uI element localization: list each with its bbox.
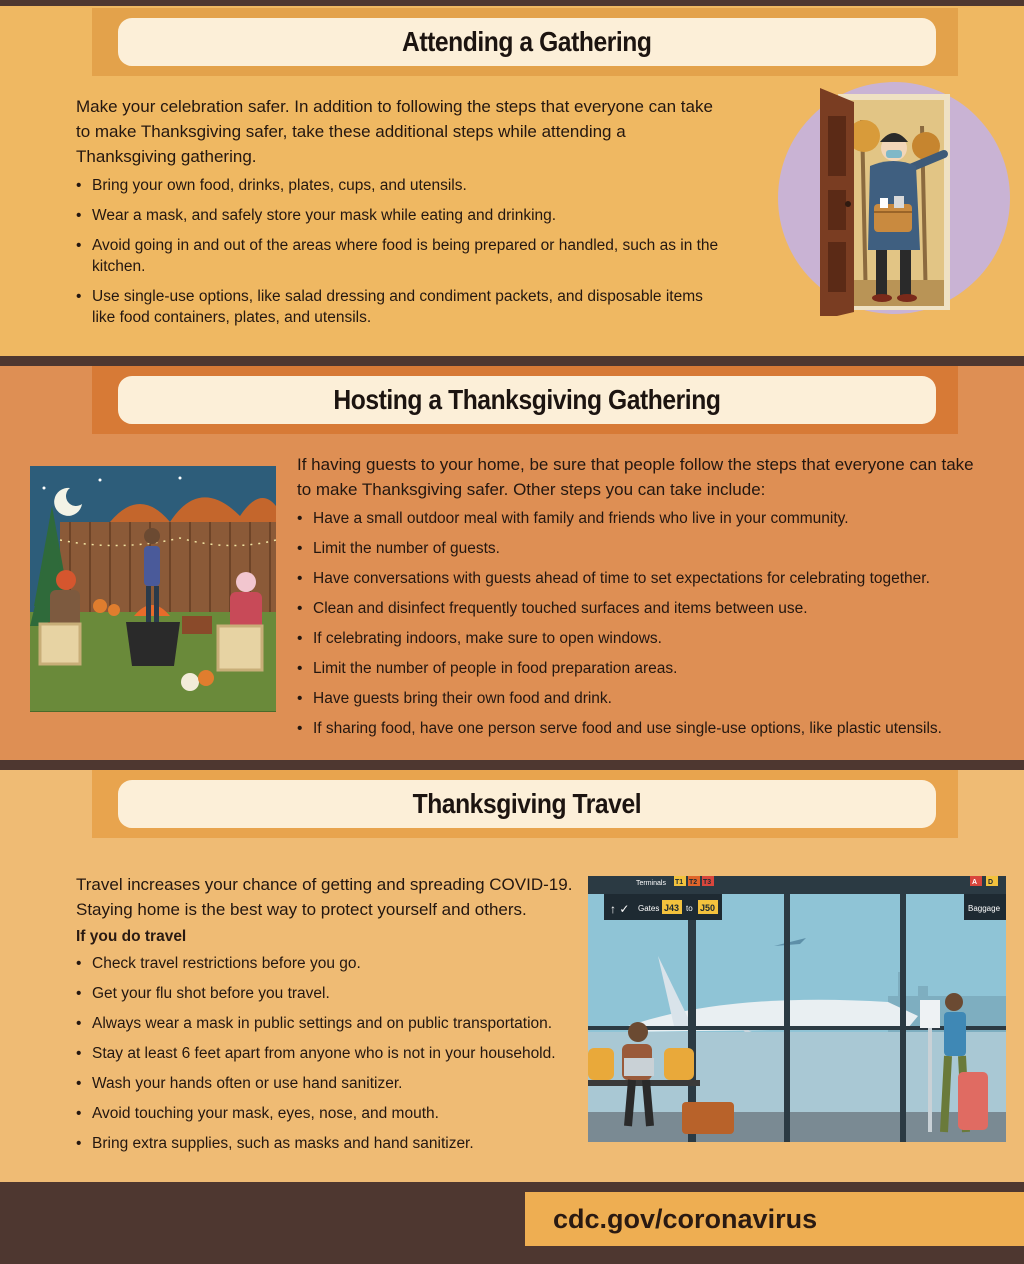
- attending-intro: Make your celebration safer. In addition to following the steps that everyone can take to make Thanksgiving safer, take these additional steps while attending a Thanksgiving gathering.: [76, 97, 713, 166]
- hosting-title-pill: [118, 376, 936, 424]
- terminals-label: Terminals: [636, 880, 666, 887]
- attending-text: [76, 94, 726, 337]
- svg-text:↑ ✓: ↑ ✓: [610, 902, 630, 916]
- footer-url[interactable]: cdc.gov/coronavirus: [553, 1203, 818, 1234]
- list-item: • Clean and disinfect frequently touched surfaces and items between use.: [297, 598, 987, 619]
- list-item: • Limit the number of people in food preparation areas.: [297, 658, 987, 679]
- travel-intro: Travel increases your chance of getting and spreading COVID-19. Staying home is the best way to protect yourself and others.: [76, 875, 573, 919]
- hosting-title-bar: [92, 366, 958, 434]
- list-item: • Stay at least 6 feet apart from anyone who is not in your household.: [76, 1043, 586, 1064]
- travel-title-pill: [118, 780, 936, 828]
- list-item: • Have a small outdoor meal with family and friends who live in your community.: [297, 508, 987, 529]
- list-item: • Limit the number of guests.: [297, 538, 987, 559]
- attending-title-pill: [118, 18, 936, 66]
- hosting-list: [297, 508, 987, 739]
- list-item: • Have guests bring their own food and drink.: [297, 688, 987, 709]
- gate-to-label: J50: [700, 903, 716, 913]
- terminal-code: T1: [675, 879, 684, 886]
- list-item: • Avoid touching your mask, eyes, nose, and mouth.: [76, 1103, 586, 1124]
- list-item: • Use single-use options, like salad dressing and condiment packets, and disposable items like food containers, plates, and utensils.: [76, 286, 726, 328]
- list-item: • If sharing food, have one person serve food and use single-use options, like plastic utensils.: [297, 718, 987, 739]
- travel-title: Thanksgiving Travel: [412, 788, 642, 819]
- hosting-intro: If having guests to your home, be sure that people follow the steps that everyone can take to make Thanksgiving safer. Other steps you can take include:: [297, 455, 974, 499]
- travel-list: [76, 953, 586, 1154]
- baggage-code: D: [988, 879, 994, 886]
- list-item: • Bring your own food, drinks, plates, cups, and utensils.: [76, 175, 726, 196]
- list-item: • Get your flu shot before you travel.: [76, 983, 586, 1004]
- terminal-code: T2: [689, 879, 698, 886]
- list-item: • Always wear a mask in public settings and on public transportation.: [76, 1013, 586, 1034]
- attending-title-bar: [92, 8, 958, 76]
- airport-illustration: [588, 876, 1006, 1142]
- attending-title: Attending a Gathering: [402, 26, 652, 57]
- list-item: • If celebrating indoors, make sure to open windows.: [297, 628, 987, 649]
- hosting-text: [297, 452, 987, 748]
- list-item: • Wash your hands often or use hand sanitizer.: [76, 1073, 586, 1094]
- outdoor-gathering-illustration: [30, 466, 276, 712]
- attending-section: [0, 6, 1024, 356]
- attending-list: [76, 175, 726, 328]
- travel-subheading: If you do travel: [76, 928, 187, 945]
- gate-from-label: J43: [664, 903, 680, 913]
- terminal-code: T3: [703, 879, 712, 886]
- list-item: • Wear a mask, and safely store your mask while eating and drinking.: [76, 205, 726, 226]
- footer-url-box: [525, 1192, 1024, 1246]
- travel-title-bar: [92, 770, 958, 838]
- baggage-label: Baggage: [968, 904, 1001, 913]
- baggage-code: A: [972, 879, 978, 886]
- hosting-title: Hosting a Thanksgiving Gathering: [333, 384, 721, 415]
- list-item: • Avoid going in and out of the areas where food is being prepared or handled, such as in the kitchen.: [76, 235, 726, 277]
- list-item: • Have conversations with guests ahead of time to set expectations for celebrating together.: [297, 568, 987, 589]
- list-item: • Check travel restrictions before you go.: [76, 953, 586, 974]
- travel-section: [0, 770, 1024, 1182]
- list-item: • Bring extra supplies, such as masks and hand sanitizer.: [76, 1133, 586, 1154]
- gates-label: Gates: [638, 904, 660, 913]
- hosting-section: [0, 366, 1024, 760]
- travel-text: [76, 872, 586, 1163]
- guest-at-door-illustration: [776, 80, 1012, 316]
- gate-to-word: to: [686, 904, 693, 913]
